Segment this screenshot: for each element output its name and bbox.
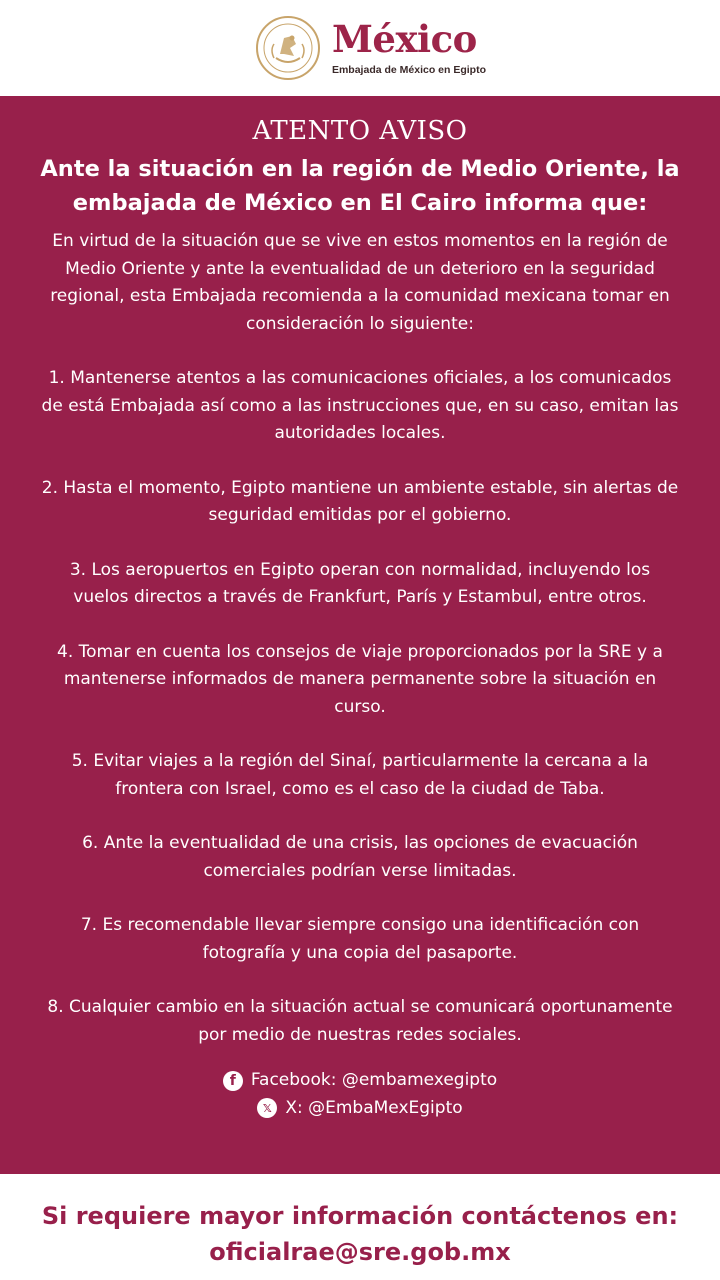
point-4: 4. Tomar en cuenta los consejos de viaje proporcionados por la SRE y a mantenerse informados de manera permanente sobre la situación en curso. xyxy=(57,641,663,717)
point-7: 7. Es recomendable llevar siempre consigo una identificación con fotografía y una copia del pasaporte. xyxy=(80,915,640,963)
facebook-link[interactable] xyxy=(0,1067,720,1095)
point-6: 6. Ante la eventualidad de una crisis, las opciones de evacuación comerciales podrían verse limitadas. xyxy=(82,833,638,881)
contact-prompt: Si requiere mayor información contáctenos en: xyxy=(41,1202,679,1230)
notice-body xyxy=(40,228,680,1049)
coat-of-arms-icon xyxy=(254,14,322,82)
brand-subtitle: Embajada de México en Egipto xyxy=(331,63,487,76)
header xyxy=(0,0,720,96)
notice-headline: Ante la situación en la región de Medio Oriente, la embajada de México en El Cairo informa que: xyxy=(40,156,680,216)
point-8: 8. Cualquier cambio en la situación actual se comunicará oportunamente por medio de nuestras redes sociales. xyxy=(47,997,673,1045)
brand-title: México xyxy=(331,16,477,61)
point-5: 5. Evitar viajes a la región del Sinaí, particularmente la cercana a la frontera con Israel, como es el caso de la ciudad de Taba. xyxy=(71,751,649,799)
point-1: 1. Mantenerse atentos a las comunicaciones oficiales, a los comunicados de está Embajada así como a las instrucciones que, en su caso, emitan las autoridades locales. xyxy=(41,368,679,443)
notice-panel xyxy=(0,96,720,1174)
brand-logo xyxy=(254,14,486,82)
contact-email[interactable]: oficialrae@sre.gob.mx xyxy=(209,1238,511,1266)
x-link[interactable] xyxy=(0,1095,720,1123)
facebook-handle: Facebook: @embamexegipto xyxy=(250,1070,498,1090)
x-icon: 𝕏 xyxy=(257,1098,277,1118)
intro-paragraph: En virtud de la situación que se vive en estos momentos en la región de Medio Oriente y ante la eventualidad de un deterioro en la seguridad regional, esta Embajada recomienda a la comunidad mexicana tomar en consideración lo siguiente: xyxy=(50,231,670,334)
footer xyxy=(0,1174,720,1270)
notice-title: ATENTO AVISO xyxy=(252,116,468,146)
social-links xyxy=(0,1067,720,1122)
x-handle: X: @EmbaMexEgipto xyxy=(285,1097,463,1118)
point-3: 3. Los aeropuertos en Egipto operan con normalidad, incluyendo los vuelos directos a través de Frankfurt, París y Estambul, entre otros. xyxy=(69,559,651,607)
point-2: 2. Hasta el momento, Egipto mantiene un ambiente estable, sin alertas de seguridad emitidas por el gobierno. xyxy=(41,477,679,525)
facebook-icon: f xyxy=(223,1071,243,1091)
